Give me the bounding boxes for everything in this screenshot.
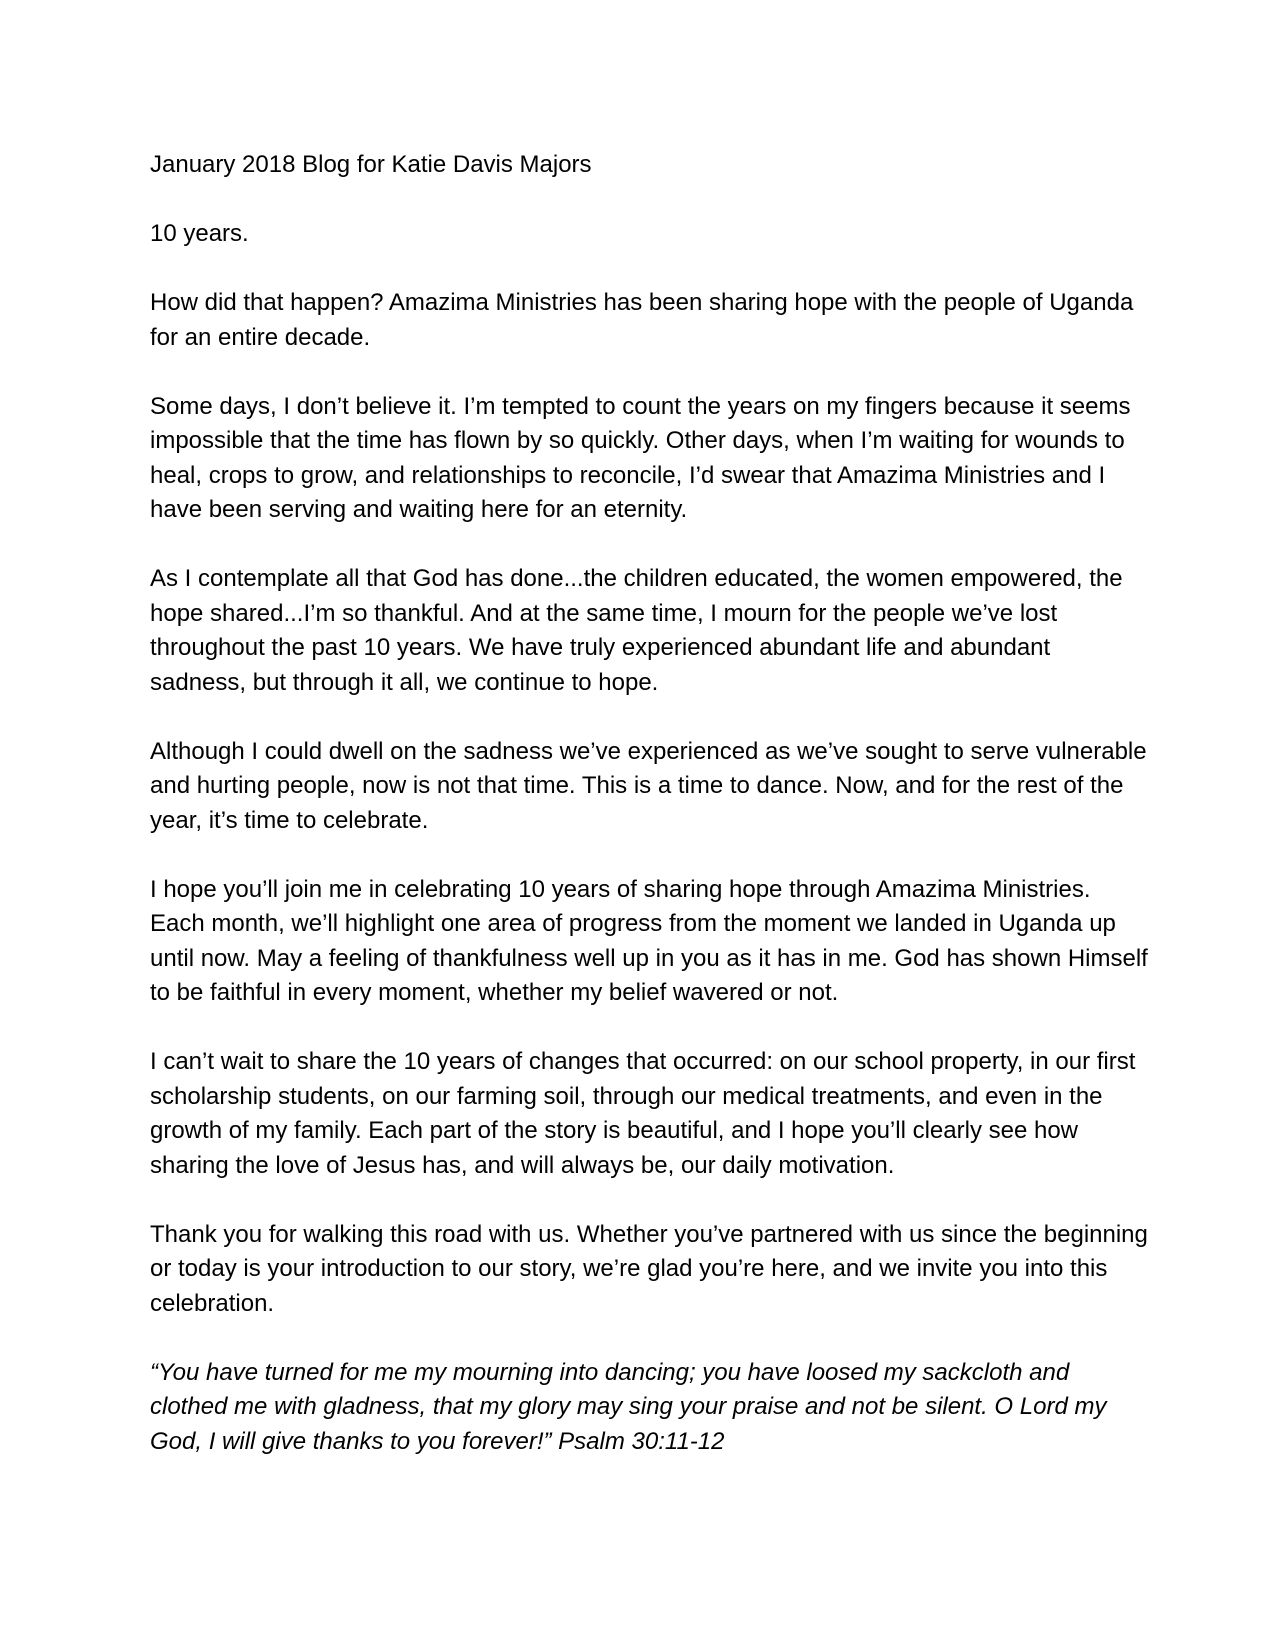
paragraph-although: Although I could dwell on the sadness we’ve experienced as we’ve sought to serve vulnerable and hurting people, now is not that time. This is a time to dance. Now, and for the rest of the year, it’s time to celebrate. (150, 737, 1147, 834)
paragraph-how-did-that-happen: How did that happen? Amazima Ministries has been sharing hope with the people of Uganda for an entire decade. (150, 289, 1134, 351)
paragraph-i-hope: I hope you’ll join me in celebrating 10 years of sharing hope through Amazima Ministries. Each month, we’ll highlight one area of progress from the moment we landed in Uganda up until now. May a feeling of thankfulness well up in you as it has in me. God has shown Himself to be faithful in every moment, whether my belief wavered or not. (150, 875, 1148, 1006)
scripture-quote: “You have turned for me my mourning into dancing; you have loosed my sackcloth and clothed me with gladness, that my glory may sing your praise and not be silent. O Lord my God, I will give thanks to you forever!” Psalm 30:11-12 (150, 1358, 1107, 1455)
document-page (150, 148, 1150, 1459)
paragraph-ten-years: 10 years. (150, 220, 249, 247)
paragraph-as-i-contemplate: As I contemplate all that God has done...the children educated, the women empowered, the hope shared...I’m so thankful. And at the same time, I mourn for the people we’ve lost throughout the past 10 years. We have truly experienced abundant life and abundant sadness, but through it all, we continue to hope. (150, 565, 1123, 696)
paragraph-i-cant-wait: I can’t wait to share the 10 years of changes that occurred: on our school property, in our first scholarship students, on our farming soil, through our medical treatments, and even in the growth of my family. Each part of the story is beautiful, and I hope you’ll clearly see how sharing the love of Jesus has, and will always be, our daily motivation. (150, 1048, 1136, 1179)
paragraph-some-days: Some days, I don’t believe it. I’m tempted to count the years on my fingers because it seems impossible that the time has flown by so quickly. Other days, when I’m waiting for wounds to heal, crops to grow, and relationships to reconcile, I’d swear that Amazima Ministries and I have been serving and waiting here for an eternity. (150, 392, 1131, 523)
paragraph-thank-you: Thank you for walking this road with us. Whether you’ve partnered with us since the beginning or today is your introduction to our story, we’re glad you’re here, and we invite you into this celebration. (150, 1220, 1148, 1317)
document-title: January 2018 Blog for Katie Davis Majors (150, 151, 592, 178)
